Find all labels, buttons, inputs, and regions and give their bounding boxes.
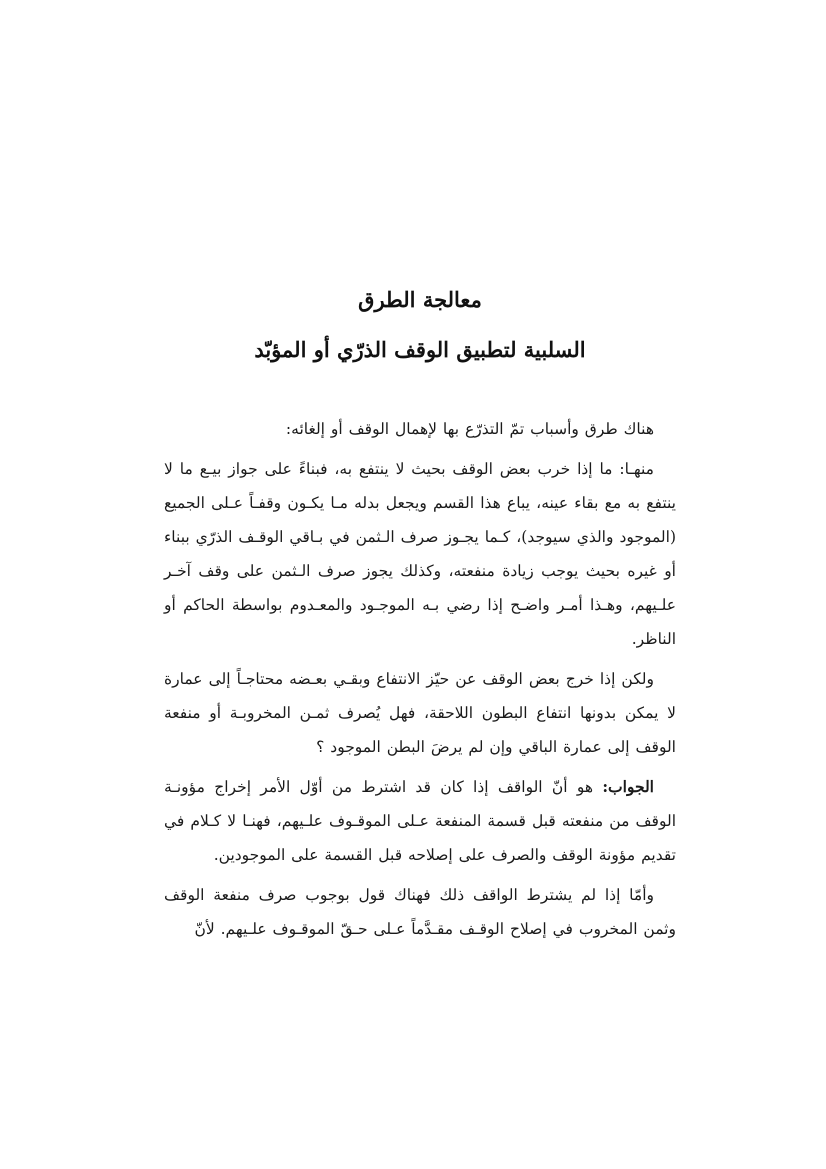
paragraph-text: ولكن إذا خرج بعض الوقف عن حيّز الانتفاع وبقـي بعـضه محتاجـاً إلى عمارة لا يمكن بدونها انتفاع البطون اللاحقة، فهل يُصرف ثمـن المخروبـة أو منفعة الوقف إلى عمارة الباقي وإن لم يرضَ البطن الموجود ؟ xyxy=(164,670,676,756)
page-title: معالجة الطرق xyxy=(358,287,482,312)
paragraph xyxy=(164,878,676,946)
paragraph-text: هو أنّ الواقف إذا كان قد اشترط من أوّل الأمر إخراج مؤونـة الوقف من منفعته قبل قسمة المنفعة عـلى الموقـوف علـيهم، فهنـا لا كـلام في تقديم مؤونة الوقف والصرف على إصلاحه قبل القسمة على الموجودين. xyxy=(164,778,676,864)
paragraph-question xyxy=(164,662,676,764)
answer-label: الجواب: xyxy=(602,777,654,796)
page-subtitle: السلبية لتطبيق الوقف الذرّي أو المؤبّد xyxy=(254,337,586,362)
paragraph-intro xyxy=(164,412,676,446)
paragraph xyxy=(164,452,676,656)
body-text xyxy=(164,412,676,952)
paragraph-answer xyxy=(164,770,676,872)
document-page xyxy=(164,0,676,1169)
paragraph-text: هناك طرق وأسباب تمّ التذرّع بها لإهمال الوقف أو إلغائه: xyxy=(285,420,654,438)
paragraph-text: وأمّا إذا لم يشترط الواقف ذلك فهناك قول بوجوب صرف منفعة الوقف وثمن المخروب في إصلاح الوقـف مقـدَّماً عـلى حـقّ الموقـوف علـيهم. لأنّ xyxy=(164,886,676,938)
paragraph-text: منهـا: ما إذا خرب بعض الوقف بحيث لا ينتفع به، فبناءً على جواز بيـع ما لا ينتفع به مع بقاء عينه، يباع هذا القسم ويجعل بدله مـا يكـون وقفـاً عـلى الجميع (الموجود والذي سيوجد)، كـما يجـوز صرف الـثمن في بـاقي الوقـف الذرّي ببناء أو غيره بحيث يوجب زيادة منفعته، وكذلك يجوز صرف الـثمن على وقف آخـر علـيهم، وهـذا أمـر واضـح إذا رضي بـه الموجـود والمعـدوم بواسطة الحاكم أو الناظر. xyxy=(164,460,676,648)
